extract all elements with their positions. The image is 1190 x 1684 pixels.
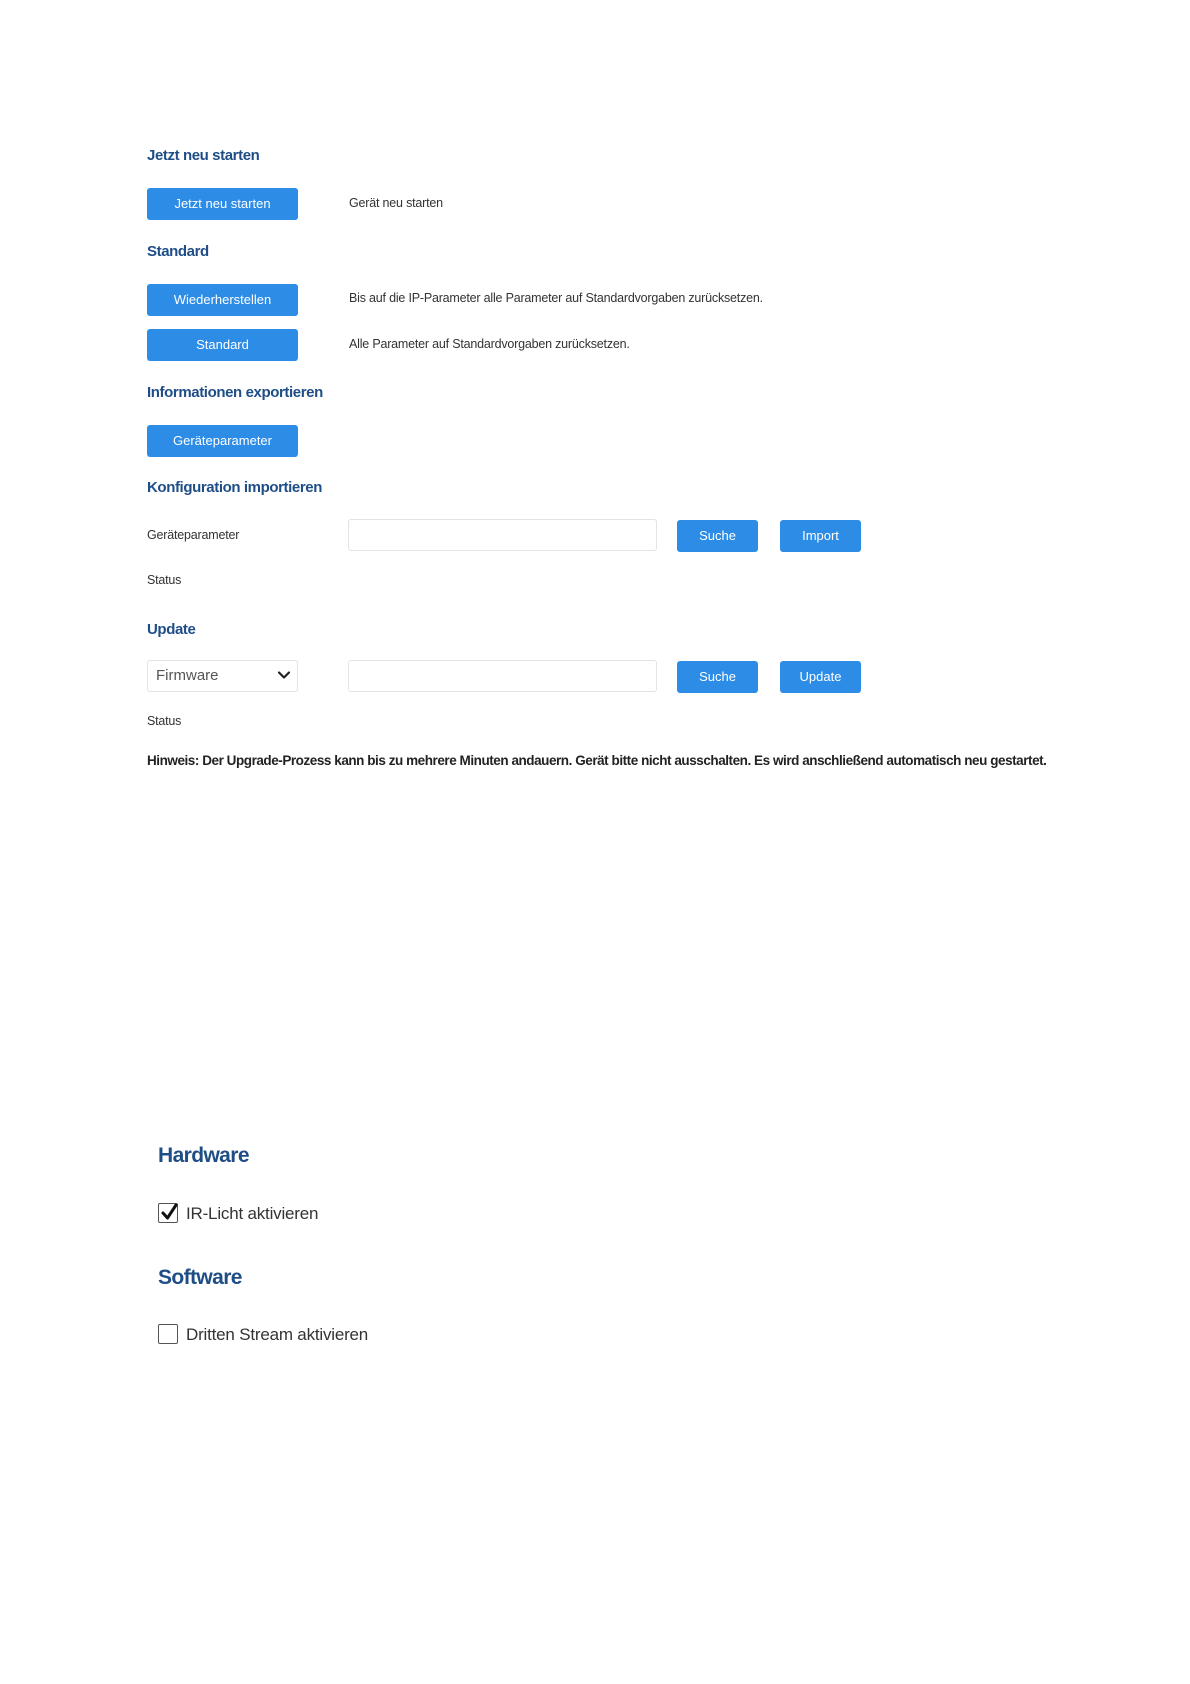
third-stream-label: Dritten Stream aktivieren [186, 1325, 369, 1344]
restart-heading: Jetzt neu starten [147, 147, 260, 164]
import-search-button[interactable]: Suche [677, 520, 758, 552]
update-status-label: Status [147, 714, 182, 728]
update-heading: Update [147, 621, 196, 638]
update-type-selected: Firmware [156, 667, 219, 684]
checkmark-icon [160, 1201, 180, 1223]
import-field-label: Geräteparameter [147, 528, 240, 542]
standard-heading: Standard [147, 243, 209, 260]
import-file-input[interactable] [348, 519, 657, 551]
import-config-heading: Konfiguration importieren [147, 479, 322, 496]
update-hint: Hinweis: Der Upgrade-Prozess kann bis zu mehrere Minuten andauern. Gerät bitte nicht ausschalten. Es wird anschließend automatisch neu gestartet. [147, 753, 1047, 768]
chevron-down-icon [277, 668, 291, 682]
update-type-select[interactable] [147, 660, 298, 692]
export-heading: Informationen exportieren [147, 384, 323, 401]
import-status-label: Status [147, 573, 182, 587]
import-button[interactable]: Import [780, 520, 861, 552]
restore-description: Bis auf die IP-Parameter alle Parameter auf Standardvorgaben zurücksetzen. [349, 291, 763, 305]
software-heading: Software [158, 1266, 242, 1289]
hardware-heading: Hardware [158, 1144, 249, 1167]
factory-default-description: Alle Parameter auf Standardvorgaben zurücksetzen. [349, 337, 630, 351]
restart-now-button[interactable]: Jetzt neu starten [147, 188, 298, 220]
update-search-button[interactable]: Suche [677, 661, 758, 693]
restore-button[interactable]: Wiederherstellen [147, 284, 298, 316]
ir-light-label: IR-Licht aktivieren [186, 1204, 319, 1223]
update-button[interactable]: Update [780, 661, 861, 693]
ir-light-checkbox[interactable] [158, 1203, 178, 1223]
restart-description: Gerät neu starten [349, 196, 443, 210]
third-stream-checkbox[interactable] [158, 1324, 178, 1344]
factory-default-button[interactable]: Standard [147, 329, 298, 361]
update-file-input[interactable] [348, 660, 657, 692]
export-device-parameters-button[interactable]: Geräteparameter [147, 425, 298, 457]
